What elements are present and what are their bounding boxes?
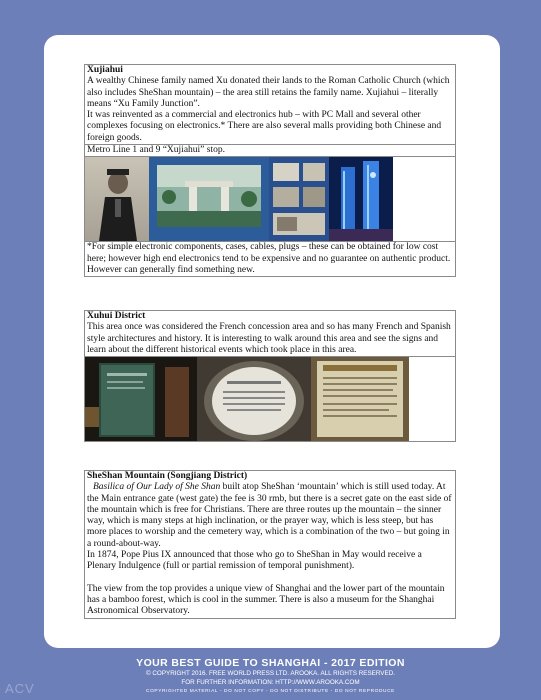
photo-gate-painting — [149, 157, 269, 241]
photo-priest-portrait — [85, 157, 149, 241]
footer-guide-title: YOUR BEST GUIDE TO SHANGHAI - 2017 EDITION — [136, 657, 405, 669]
electronics-note: *For simple electronic components, cases, cables, plugs – these can be obtained for low cost here; however high end electronics tend to be expensive and no guarantee on authentic product. However can generally find something new. — [85, 241, 455, 276]
section-sheshan — [84, 470, 456, 619]
photo-stone-plaque — [85, 357, 197, 441]
watermark: ACV — [5, 681, 35, 696]
paragraph: It was reinvented as a commercial and electronics hub – with PC Mall and several other complexes focusing on electronics.* There are also several malls providing both Chinese and foreign goods. — [87, 110, 442, 143]
footer-info-link: FOR FURTHER INFORMATION: HTTP://WWW.AROOKA.COM — [181, 679, 360, 686]
photo-round-plaque — [197, 357, 311, 441]
paragraph: The view from the top provides a unique view of Shanghai and the lower part of the mountain has a bamboo forest, which is cool in the summer. There is also a museum for the Shanghai Astronomical Observatory. — [87, 583, 445, 617]
footer-notice: COPYRIGHTED MATERIAL - DO NOT COPY - DO NOT DISTRIBUTE - DO NOT REPRODUCE — [146, 689, 395, 694]
paragraph — [85, 482, 455, 550]
paragraph: This area once was considered the French concession area and so has many French and Spanish style architectures and history. It is interesting to walk around this area and see the signs and learn about the different historical events which took place in this area. — [87, 322, 451, 355]
paragraph-text: built atop SheShan ‘mountain’ which is still used today. At the Main entrance gate (west gate) the fee is 30 rmb, but there is a secret gate on the east side of the mountain which is free for Christians. There are three routes up the mountain – the sinner way, which is many steps at high inclination, or the prayer way, which is less steep, but has more places to worship and the cemetery way, which is a combination of the two – but going in a round-about-way. — [87, 482, 452, 549]
footer-copyright: © COPYRIGHT 2016. FREE WORLD PRESS LTD. AROOKA. ALL RIGHTS RESERVED. — [145, 670, 395, 677]
photo-museum-display — [269, 157, 329, 241]
section-xuhui — [84, 310, 456, 442]
paragraph: In 1874, Pope Pius IX announced that those who go to SheShan in May would receive a Plenary Indulgence (full or partial remission of temporal punishment). — [87, 550, 422, 572]
photo-night-towers — [329, 157, 393, 241]
section-title: SheShan Mountain (Songjiang District) — [87, 471, 248, 481]
section-title: Xuhui District — [87, 311, 146, 321]
section-title: Xujiahui — [87, 65, 123, 75]
photo-strip — [85, 356, 455, 441]
paragraph: A wealthy Chinese family named Xu donated their lands to the Roman Catholic Church (which also includes SheShan mountain) – the area still retains the family name. Xujiahui – literally means “Xu Family Junction”. — [87, 76, 450, 109]
photo-strip — [85, 156, 455, 241]
metro-info: Metro Line 1 and 9 “Xujiahui” stop. — [85, 144, 455, 156]
photo-info-sign — [311, 357, 409, 441]
section-xujiahui — [84, 64, 456, 277]
basilica-name: Basilica of Our Lady of She Shan — [93, 482, 221, 493]
